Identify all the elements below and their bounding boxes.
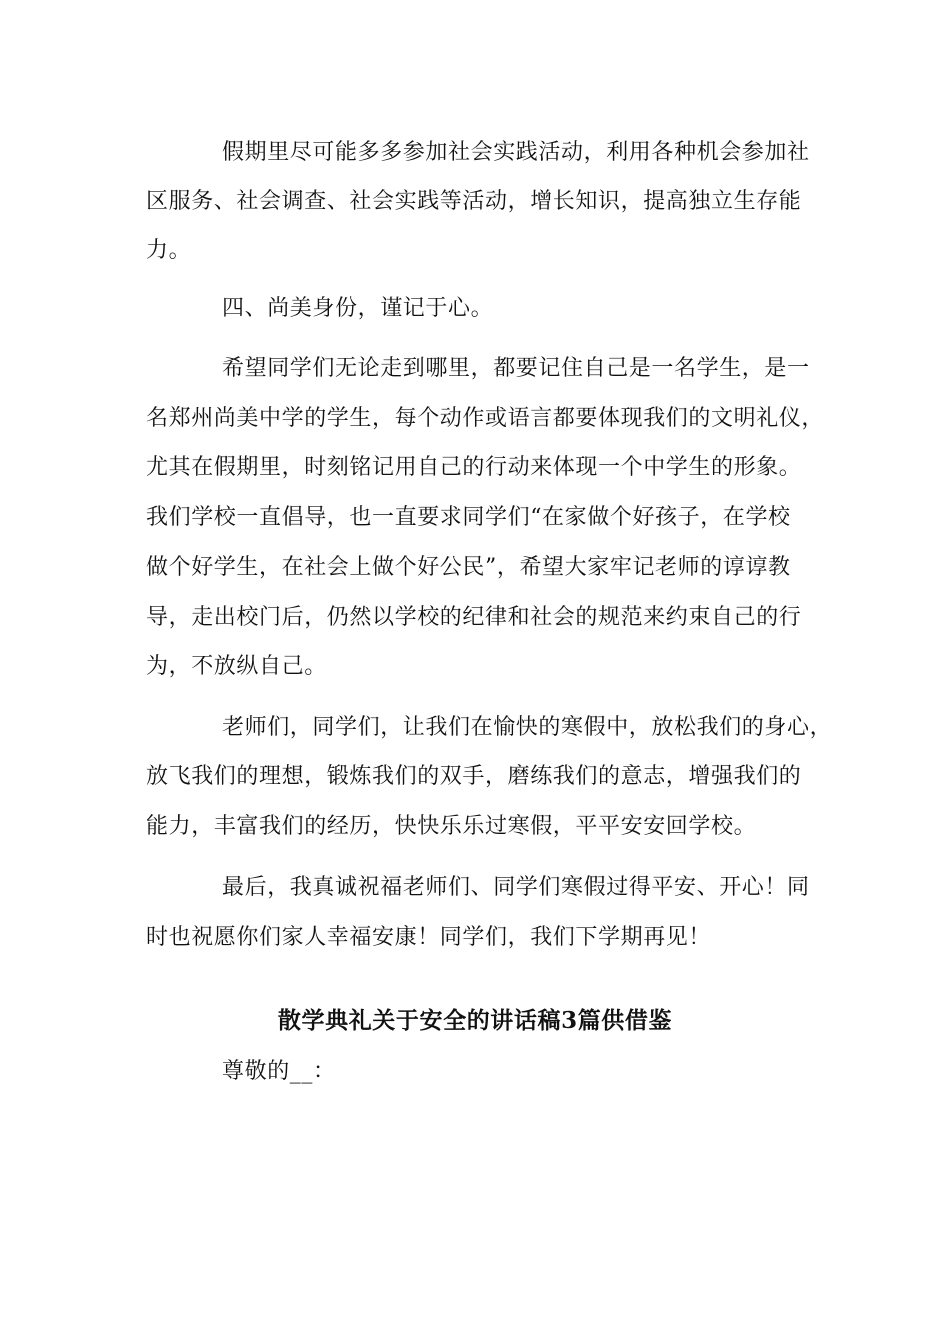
paragraph-line: 假期里尽可能多多参加社会实践活动，利用各种机会参加社 <box>222 140 810 165</box>
paragraph-line: 为，不放纵自己。 <box>146 654 327 679</box>
paragraph-line: 区服务、社会调查、社会实践等活动，增长知识，提高独立生存能 <box>146 189 802 214</box>
paragraph-line: 放飞我们的理想，锻炼我们的双手，磨练我们的意志，增强我们的 <box>146 764 802 789</box>
paragraph-line: 做个好学生，在社会上做个好公民”，希望大家牢记老师的谆谆教 <box>146 555 791 580</box>
salutation: 尊敬的__： <box>222 1059 336 1084</box>
article-title: 散学典礼关于安全的讲话稿3篇供借鉴 <box>277 1007 673 1034</box>
paragraph-line: 力。 <box>146 238 192 263</box>
paragraph-line: 最后，我真诚祝福老师们、同学们寒假过得平安、开心！同 <box>222 875 810 900</box>
paragraph-line: 能力，丰富我们的经历，快快乐乐过寒假，平平安安回学校。 <box>146 814 757 839</box>
paragraph-line: 我们学校一直倡导，也一直要求同学们“在家做个好孩子，在学校 <box>146 505 791 530</box>
section-heading: 四、尚美身份，谨记于心。 <box>222 296 494 321</box>
paragraph-line: 尤其在假期里，时刻铭记用自己的行动来体现一个中学生的形象。 <box>146 455 802 480</box>
paragraph-line: 导，走出校门后，仍然以学校的纪律和社会的规范来约束自己的行 <box>146 605 802 630</box>
paragraph-line: 老师们，同学们，让我们在愉快的寒假中，放松我们的身心， <box>222 715 833 740</box>
paragraph-line: 希望同学们无论走到哪里，都要记住自己是一名学生，是一 <box>222 356 810 381</box>
paragraph-line: 时也祝愿你们家人幸福安康！同学们，我们下学期再见！ <box>146 925 712 950</box>
paragraph-line: 名郑州尚美中学的学生，每个动作或语言都要体现我们的文明礼仪， <box>146 406 825 431</box>
